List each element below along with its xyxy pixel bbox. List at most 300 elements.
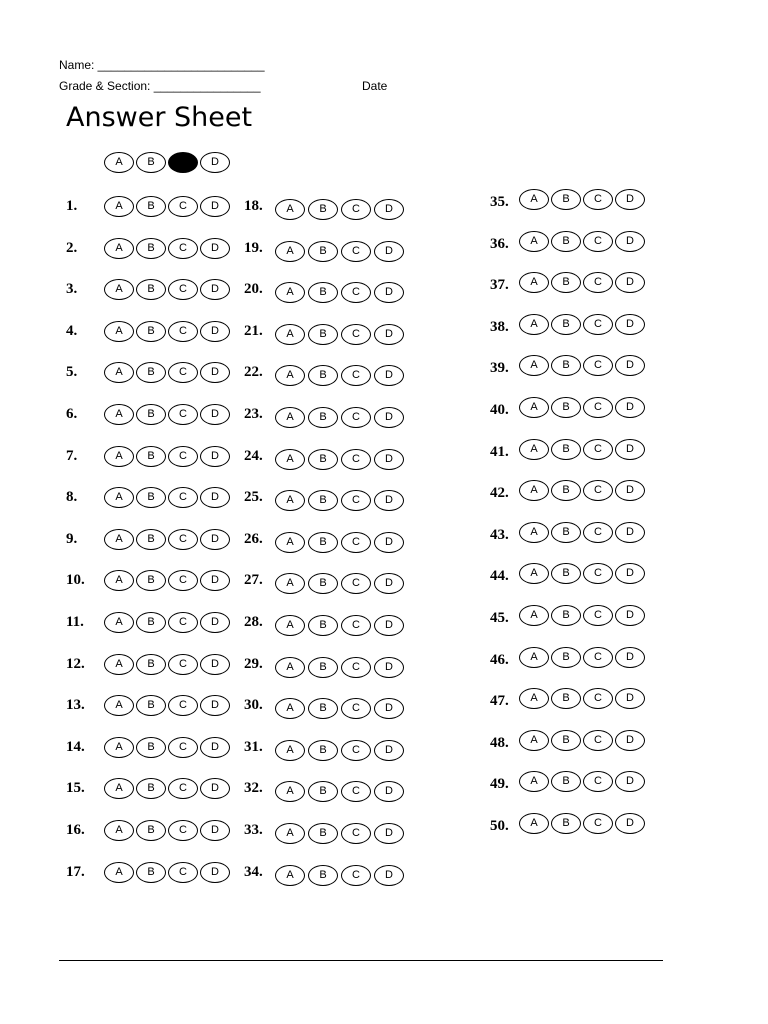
answer-bubble-33-c[interactable]: C xyxy=(341,823,371,844)
answer-bubble-28-d[interactable]: D xyxy=(374,615,404,636)
answer-bubble-40-c[interactable]: C xyxy=(583,397,613,418)
question-row-43 xyxy=(490,525,657,551)
answer-bubble-3-a[interactable]: A xyxy=(104,279,134,300)
question-row-6 xyxy=(66,404,242,430)
answer-bubble-35-d[interactable]: D xyxy=(615,189,645,210)
answer-bubble-7-b[interactable]: B xyxy=(136,446,166,467)
question-row-24 xyxy=(244,446,417,472)
answer-bubble-31-a[interactable]: A xyxy=(275,740,305,761)
answer-bubble-29-a[interactable]: A xyxy=(275,657,305,678)
answer-bubble-8-d[interactable]: D xyxy=(200,487,230,508)
question-row-30 xyxy=(244,695,417,721)
answer-bubble-11-c[interactable]: C xyxy=(168,612,198,633)
answer-bubble-27-a[interactable]: A xyxy=(275,573,305,594)
answer-bubble-27-b[interactable]: B xyxy=(308,573,338,594)
answer-bubble-41-b[interactable]: B xyxy=(551,439,581,460)
answer-bubble-20-a[interactable]: A xyxy=(275,282,305,303)
question-number: 45. xyxy=(490,610,509,626)
question-row-5 xyxy=(66,362,242,388)
question-number: 24. xyxy=(244,448,263,464)
answer-bubble-12-b[interactable]: B xyxy=(136,654,166,675)
answer-bubble-41-c[interactable]: C xyxy=(583,439,613,460)
question-row-26 xyxy=(244,529,417,555)
answer-bubble-5-a[interactable]: A xyxy=(104,362,134,383)
answer-bubble-25-d[interactable]: D xyxy=(374,490,404,511)
answer-bubble-4-a[interactable]: A xyxy=(104,321,134,342)
question-number: 15. xyxy=(66,780,85,796)
answer-bubble-44-c[interactable]: C xyxy=(583,563,613,584)
answer-bubble-32-b[interactable]: B xyxy=(308,781,338,802)
answer-bubble-48-d[interactable]: D xyxy=(615,730,645,751)
answer-bubble-46-c[interactable]: C xyxy=(583,647,613,668)
footer-divider xyxy=(59,960,663,961)
answer-bubble-26-c[interactable]: C xyxy=(341,532,371,553)
answer-bubble-9-a[interactable]: A xyxy=(104,529,134,550)
question-row-31 xyxy=(244,737,417,763)
answer-bubble-17-a[interactable]: A xyxy=(104,862,134,883)
answer-bubble-7-c[interactable]: C xyxy=(168,446,198,467)
question-row-48 xyxy=(490,733,657,759)
question-number: 20. xyxy=(244,281,263,297)
answer-bubble-35-b[interactable]: B xyxy=(551,189,581,210)
answer-bubble-46-b[interactable]: B xyxy=(551,647,581,668)
question-number: 11. xyxy=(66,614,84,630)
answer-bubble-4-d[interactable]: D xyxy=(200,321,230,342)
question-row-32 xyxy=(244,778,417,804)
question-number: 18. xyxy=(244,198,263,214)
answer-bubble-29-c[interactable]: C xyxy=(341,657,371,678)
answer-bubble-43-c[interactable]: C xyxy=(583,522,613,543)
answer-bubble-3-c[interactable]: C xyxy=(168,279,198,300)
answer-bubble-38-d[interactable]: D xyxy=(615,314,645,335)
question-row-10 xyxy=(66,570,242,596)
question-row-44 xyxy=(490,566,657,592)
question-row-11 xyxy=(66,612,242,638)
question-number: 31. xyxy=(244,739,263,755)
answer-bubble-6-c[interactable]: C xyxy=(168,404,198,425)
question-number: 7. xyxy=(66,448,78,464)
answer-bubble-47-b[interactable]: B xyxy=(551,688,581,709)
answer-bubble-48-a[interactable]: A xyxy=(519,730,549,751)
answer-bubble-40-a[interactable]: A xyxy=(519,397,549,418)
question-row-28 xyxy=(244,612,417,638)
answer-bubble-13-d[interactable]: D xyxy=(200,695,230,716)
answer-bubble-50-a[interactable]: A xyxy=(519,813,549,834)
answer-bubble-17-d[interactable]: D xyxy=(200,862,230,883)
question-row-18 xyxy=(244,196,417,222)
answer-bubble-13-a[interactable]: A xyxy=(104,695,134,716)
question-number: 6. xyxy=(66,406,78,422)
question-number: 8. xyxy=(66,489,78,505)
answer-bubble-45-a[interactable]: A xyxy=(519,605,549,626)
answer-bubble-7-d[interactable]: D xyxy=(200,446,230,467)
question-row-40 xyxy=(490,400,657,426)
answer-bubble-6-d[interactable]: D xyxy=(200,404,230,425)
question-row-12 xyxy=(66,654,242,680)
answer-bubble-37-c[interactable]: C xyxy=(583,272,613,293)
question-number: 28. xyxy=(244,614,263,630)
question-row-35 xyxy=(490,192,657,218)
answer-bubble-34-c[interactable]: C xyxy=(341,865,371,886)
answer-bubble-14-b[interactable]: B xyxy=(136,737,166,758)
question-row-49 xyxy=(490,774,657,800)
answer-bubble-30-a[interactable]: A xyxy=(275,698,305,719)
answer-bubble-32-d[interactable]: D xyxy=(374,781,404,802)
answer-bubble-2-c[interactable]: C xyxy=(168,238,198,259)
answer-bubble-21-c[interactable]: C xyxy=(341,324,371,345)
answer-bubble-18-a[interactable]: A xyxy=(275,199,305,220)
answer-bubble-14-a[interactable]: A xyxy=(104,737,134,758)
question-number: 50. xyxy=(490,818,509,834)
answer-bubble-46-a[interactable]: A xyxy=(519,647,549,668)
answer-bubble-25-c[interactable]: C xyxy=(341,490,371,511)
answer-bubble-34-b[interactable]: B xyxy=(308,865,338,886)
answer-bubble-38-b[interactable]: B xyxy=(551,314,581,335)
question-row-46 xyxy=(490,650,657,676)
answer-bubble-10-b[interactable]: B xyxy=(136,570,166,591)
answer-bubble-31-b[interactable]: B xyxy=(308,740,338,761)
answer-bubble-23-c[interactable]: C xyxy=(341,407,371,428)
answer-bubble-42-a[interactable]: A xyxy=(519,480,549,501)
example-bubble-b: B xyxy=(136,152,166,173)
answer-bubble-28-b[interactable]: B xyxy=(308,615,338,636)
answer-bubble-45-c[interactable]: C xyxy=(583,605,613,626)
answer-bubble-22-c[interactable]: C xyxy=(341,365,371,386)
question-number: 42. xyxy=(490,485,509,501)
answer-bubble-8-b[interactable]: B xyxy=(136,487,166,508)
answer-bubble-26-d[interactable]: D xyxy=(374,532,404,553)
answer-bubble-33-d[interactable]: D xyxy=(374,823,404,844)
question-number: 10. xyxy=(66,572,85,588)
answer-bubble-38-c[interactable]: C xyxy=(583,314,613,335)
grade-section-field[interactable]: Grade & Section: ________________ xyxy=(59,79,261,93)
answer-bubble-15-b[interactable]: B xyxy=(136,778,166,799)
answer-bubble-23-b[interactable]: B xyxy=(308,407,338,428)
answer-bubble-5-b[interactable]: B xyxy=(136,362,166,383)
answer-bubble-1-b[interactable]: B xyxy=(136,196,166,217)
answer-bubble-11-d[interactable]: D xyxy=(200,612,230,633)
answer-bubble-14-d[interactable]: D xyxy=(200,737,230,758)
answer-bubble-28-a[interactable]: A xyxy=(275,615,305,636)
answer-bubble-30-b[interactable]: B xyxy=(308,698,338,719)
question-number: 5. xyxy=(66,364,78,380)
answer-bubble-43-a[interactable]: A xyxy=(519,522,549,543)
answer-bubble-43-d[interactable]: D xyxy=(615,522,645,543)
answer-bubble-2-a[interactable]: A xyxy=(104,238,134,259)
answer-bubble-32-a[interactable]: A xyxy=(275,781,305,802)
answer-bubble-10-d[interactable]: D xyxy=(200,570,230,591)
answer-bubble-18-b[interactable]: B xyxy=(308,199,338,220)
answer-bubble-28-c[interactable]: C xyxy=(341,615,371,636)
answer-bubble-6-b[interactable]: B xyxy=(136,404,166,425)
question-number: 19. xyxy=(244,240,263,256)
question-row-37 xyxy=(490,275,657,301)
answer-bubble-7-a[interactable]: A xyxy=(104,446,134,467)
answer-bubble-5-d[interactable]: D xyxy=(200,362,230,383)
question-row-29 xyxy=(244,654,417,680)
answer-bubble-22-a[interactable]: A xyxy=(275,365,305,386)
answer-bubble-8-c[interactable]: C xyxy=(168,487,198,508)
question-number: 17. xyxy=(66,864,85,880)
question-number: 4. xyxy=(66,323,78,339)
answer-bubble-24-b[interactable]: B xyxy=(308,449,338,470)
answer-bubble-45-d[interactable]: D xyxy=(615,605,645,626)
answer-bubble-26-b[interactable]: B xyxy=(308,532,338,553)
answer-bubble-11-b[interactable]: B xyxy=(136,612,166,633)
answer-bubble-33-b[interactable]: B xyxy=(308,823,338,844)
question-row-25 xyxy=(244,487,417,513)
answer-bubble-44-d[interactable]: D xyxy=(615,563,645,584)
question-number: 48. xyxy=(490,735,509,751)
question-number: 22. xyxy=(244,364,263,380)
answer-bubble-22-d[interactable]: D xyxy=(374,365,404,386)
answer-bubble-50-d[interactable]: D xyxy=(615,813,645,834)
example-bubble-c xyxy=(168,152,198,173)
question-row-20 xyxy=(244,279,417,305)
answer-bubble-23-d[interactable]: D xyxy=(374,407,404,428)
answer-bubble-13-b[interactable]: B xyxy=(136,695,166,716)
question-number: 14. xyxy=(66,739,85,755)
question-number: 47. xyxy=(490,693,509,709)
question-number: 35. xyxy=(490,194,509,210)
answer-bubble-29-d[interactable]: D xyxy=(374,657,404,678)
answer-bubble-18-c[interactable]: C xyxy=(341,199,371,220)
question-row-14 xyxy=(66,737,242,763)
answer-bubble-10-a[interactable]: A xyxy=(104,570,134,591)
answer-bubble-41-a[interactable]: A xyxy=(519,439,549,460)
question-number: 36. xyxy=(490,236,509,252)
answer-bubble-49-d[interactable]: D xyxy=(615,771,645,792)
answer-bubble-23-a[interactable]: A xyxy=(275,407,305,428)
answer-bubble-14-c[interactable]: C xyxy=(168,737,198,758)
answer-bubble-42-b[interactable]: B xyxy=(551,480,581,501)
question-number: 41. xyxy=(490,444,509,460)
answer-bubble-42-d[interactable]: D xyxy=(615,480,645,501)
question-row-22 xyxy=(244,362,417,388)
answer-bubble-3-d[interactable]: D xyxy=(200,279,230,300)
answer-bubble-50-c[interactable]: C xyxy=(583,813,613,834)
answer-bubble-30-d[interactable]: D xyxy=(374,698,404,719)
answer-bubble-40-b[interactable]: B xyxy=(551,397,581,418)
question-number: 1. xyxy=(66,198,78,214)
answer-bubble-1-c[interactable]: C xyxy=(168,196,198,217)
answer-bubble-10-c[interactable]: C xyxy=(168,570,198,591)
answer-bubble-24-a[interactable]: A xyxy=(275,449,305,470)
question-row-41 xyxy=(490,442,657,468)
answer-bubble-17-c[interactable]: C xyxy=(168,862,198,883)
example-bubble-d: D xyxy=(200,152,230,173)
answer-bubble-35-a[interactable]: A xyxy=(519,189,549,210)
answer-bubble-37-a[interactable]: A xyxy=(519,272,549,293)
answer-bubble-39-a[interactable]: A xyxy=(519,355,549,376)
answer-bubble-41-d[interactable]: D xyxy=(615,439,645,460)
answer-bubble-16-b[interactable]: B xyxy=(136,820,166,841)
answer-bubble-47-a[interactable]: A xyxy=(519,688,549,709)
answer-bubble-47-c[interactable]: C xyxy=(583,688,613,709)
answer-bubble-49-a[interactable]: A xyxy=(519,771,549,792)
answer-bubble-5-c[interactable]: C xyxy=(168,362,198,383)
answer-bubble-15-c[interactable]: C xyxy=(168,778,198,799)
answer-bubble-35-c[interactable]: C xyxy=(583,189,613,210)
answer-bubble-30-c[interactable]: C xyxy=(341,698,371,719)
answer-bubble-2-b[interactable]: B xyxy=(136,238,166,259)
answer-bubble-46-d[interactable]: D xyxy=(615,647,645,668)
answer-bubble-44-a[interactable]: A xyxy=(519,563,549,584)
answer-bubble-36-b[interactable]: B xyxy=(551,231,581,252)
answer-bubble-36-a[interactable]: A xyxy=(519,231,549,252)
question-row-42 xyxy=(490,483,657,509)
answer-bubble-16-a[interactable]: A xyxy=(104,820,134,841)
answer-bubble-31-c[interactable]: C xyxy=(341,740,371,761)
answer-bubble-50-b[interactable]: B xyxy=(551,813,581,834)
question-row-47 xyxy=(490,691,657,717)
answer-bubble-48-b[interactable]: B xyxy=(551,730,581,751)
answer-bubble-29-b[interactable]: B xyxy=(308,657,338,678)
answer-bubble-34-d[interactable]: D xyxy=(374,865,404,886)
answer-bubble-24-d[interactable]: D xyxy=(374,449,404,470)
answer-bubble-42-c[interactable]: C xyxy=(583,480,613,501)
answer-bubble-15-d[interactable]: D xyxy=(200,778,230,799)
answer-bubble-43-b[interactable]: B xyxy=(551,522,581,543)
question-number: 40. xyxy=(490,402,509,418)
answer-bubble-12-c[interactable]: C xyxy=(168,654,198,675)
answer-bubble-24-c[interactable]: C xyxy=(341,449,371,470)
answer-bubble-19-b[interactable]: B xyxy=(308,241,338,262)
question-number: 49. xyxy=(490,776,509,792)
question-row-15 xyxy=(66,778,242,804)
answer-bubble-16-c[interactable]: C xyxy=(168,820,198,841)
question-number: 21. xyxy=(244,323,263,339)
page-title: Answer Sheet xyxy=(66,102,253,133)
answer-bubble-32-c[interactable]: C xyxy=(341,781,371,802)
question-row-3 xyxy=(66,279,242,305)
answer-bubble-20-b[interactable]: B xyxy=(308,282,338,303)
question-number: 9. xyxy=(66,531,78,547)
answer-bubble-33-a[interactable]: A xyxy=(275,823,305,844)
answer-bubble-39-d[interactable]: D xyxy=(615,355,645,376)
answer-bubble-18-d[interactable]: D xyxy=(374,199,404,220)
question-row-4 xyxy=(66,321,242,347)
answer-bubble-31-d[interactable]: D xyxy=(374,740,404,761)
date-label: Date xyxy=(362,79,388,93)
answer-bubble-9-b[interactable]: B xyxy=(136,529,166,550)
question-row-36 xyxy=(490,234,657,260)
question-row-16 xyxy=(66,820,242,846)
question-number: 27. xyxy=(244,572,263,588)
answer-bubble-9-d[interactable]: D xyxy=(200,529,230,550)
question-row-9 xyxy=(66,529,242,555)
answer-bubble-22-b[interactable]: B xyxy=(308,365,338,386)
question-row-27 xyxy=(244,570,417,596)
answer-bubble-39-b[interactable]: B xyxy=(551,355,581,376)
answer-bubble-1-a[interactable]: A xyxy=(104,196,134,217)
answer-bubble-37-d[interactable]: D xyxy=(615,272,645,293)
question-row-34 xyxy=(244,862,417,888)
question-row-13 xyxy=(66,695,242,721)
question-number: 26. xyxy=(244,531,263,547)
answer-bubble-2-d[interactable]: D xyxy=(200,238,230,259)
answer-bubble-36-d[interactable]: D xyxy=(615,231,645,252)
answer-bubble-34-a[interactable]: A xyxy=(275,865,305,886)
answer-bubble-21-b[interactable]: B xyxy=(308,324,338,345)
answer-bubble-26-a[interactable]: A xyxy=(275,532,305,553)
answer-bubble-21-d[interactable]: D xyxy=(374,324,404,345)
question-row-23 xyxy=(244,404,417,430)
answer-bubble-21-a[interactable]: A xyxy=(275,324,305,345)
question-row-39 xyxy=(490,358,657,384)
answer-bubble-44-b[interactable]: B xyxy=(551,563,581,584)
answer-bubble-15-a[interactable]: A xyxy=(104,778,134,799)
answer-bubble-12-d[interactable]: D xyxy=(200,654,230,675)
question-row-50 xyxy=(490,816,657,842)
question-row-21 xyxy=(244,321,417,347)
question-number: 29. xyxy=(244,656,263,672)
answer-bubble-45-b[interactable]: B xyxy=(551,605,581,626)
question-row-33 xyxy=(244,820,417,846)
example-bubble-row xyxy=(104,152,244,174)
answer-bubble-17-b[interactable]: B xyxy=(136,862,166,883)
question-row-17 xyxy=(66,862,242,888)
answer-bubble-6-a[interactable]: A xyxy=(104,404,134,425)
answer-bubble-20-c[interactable]: C xyxy=(341,282,371,303)
question-number: 44. xyxy=(490,568,509,584)
answer-bubble-25-a[interactable]: A xyxy=(275,490,305,511)
question-number: 16. xyxy=(66,822,85,838)
question-row-38 xyxy=(490,317,657,343)
answer-bubble-47-d[interactable]: D xyxy=(615,688,645,709)
question-number: 2. xyxy=(66,240,78,256)
answer-bubble-37-b[interactable]: B xyxy=(551,272,581,293)
question-row-8 xyxy=(66,487,242,513)
answer-bubble-38-a[interactable]: A xyxy=(519,314,549,335)
answer-bubble-25-b[interactable]: B xyxy=(308,490,338,511)
question-row-45 xyxy=(490,608,657,634)
answer-bubble-49-b[interactable]: B xyxy=(551,771,581,792)
answer-bubble-4-b[interactable]: B xyxy=(136,321,166,342)
question-number: 46. xyxy=(490,652,509,668)
question-row-2 xyxy=(66,238,242,264)
question-number: 3. xyxy=(66,281,78,297)
answer-bubble-20-d[interactable]: D xyxy=(374,282,404,303)
question-number: 32. xyxy=(244,780,263,796)
answer-bubble-36-c[interactable]: C xyxy=(583,231,613,252)
answer-bubble-48-c[interactable]: C xyxy=(583,730,613,751)
answer-bubble-49-c[interactable]: C xyxy=(583,771,613,792)
answer-bubble-11-a[interactable]: A xyxy=(104,612,134,633)
answer-bubble-27-c[interactable]: C xyxy=(341,573,371,594)
answer-bubble-13-c[interactable]: C xyxy=(168,695,198,716)
answer-bubble-1-d[interactable]: D xyxy=(200,196,230,217)
question-number: 43. xyxy=(490,527,509,543)
name-field[interactable]: Name: _________________________ xyxy=(59,58,265,72)
question-number: 34. xyxy=(244,864,263,880)
answer-bubble-4-c[interactable]: C xyxy=(168,321,198,342)
answer-bubble-19-d[interactable]: D xyxy=(374,241,404,262)
answer-bubble-39-c[interactable]: C xyxy=(583,355,613,376)
question-number: 13. xyxy=(66,697,85,713)
answer-bubble-19-c[interactable]: C xyxy=(341,241,371,262)
question-number: 23. xyxy=(244,406,263,422)
answer-bubble-40-d[interactable]: D xyxy=(615,397,645,418)
answer-bubble-3-b[interactable]: B xyxy=(136,279,166,300)
answer-bubble-19-a[interactable]: A xyxy=(275,241,305,262)
answer-bubble-27-d[interactable]: D xyxy=(374,573,404,594)
question-number: 12. xyxy=(66,656,85,672)
answer-bubble-9-c[interactable]: C xyxy=(168,529,198,550)
answer-bubble-16-d[interactable]: D xyxy=(200,820,230,841)
answer-bubble-12-a[interactable]: A xyxy=(104,654,134,675)
answer-bubble-8-a[interactable]: A xyxy=(104,487,134,508)
